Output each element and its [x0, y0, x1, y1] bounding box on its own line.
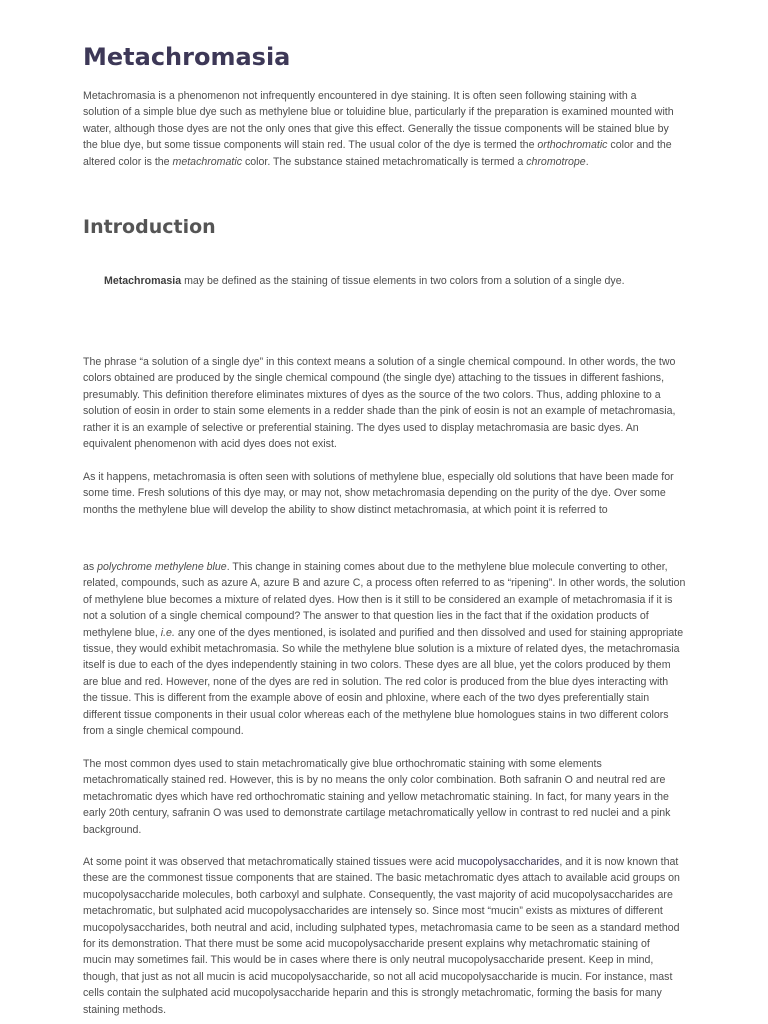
- lead-text-3: color. The substance stained metachromatically is termed a: [242, 155, 527, 168]
- paragraph-methylene-blue: As it happens, metachromasia is often seen with solutions of methylene blue, especially old solutions that have been made for some time. Fresh solutions of this dye may, or may not, show metachromasia depending on the purity of the dye. Over some months the methylene blue will develop the ability to show distinct metachromasia, at which point it is referred to: [83, 471, 674, 516]
- para5-text-2: , and it is now known that these are the commonest tissue components that are stained. The basic metachromatic dyes attach to available acid groups on mucopolysaccharide molecules, both carboxyl and sulphate. Consequently, the vast majority of acid mucopolysaccharides are metachromatic, but sulphated acid mucopolysaccharides are intensely so. Since most “mucin” exists as mixtures of different mucopolysaccharides, both neutral and acid, including sulphated types, metachromasia came to be seen as a standard method for its demonstration. That there must be some acid mucopolysaccharide present explains why metachromatic staining of mucin may sometimes fail. This would be in cases where there is only neutral mucopolysaccharide present. Keep in mind, though, that just as not all mucin is acid mucopolysaccharide, so not all acid mucopolysaccharide is mucin. For instance, mast cells contain the sulphated acid mucopolysaccharide heparin and this is strongly metachromatic, forming the basis for many staining methods.: [83, 856, 680, 1016]
- definition-quote: [104, 273, 687, 289]
- section-heading-introduction: Introduction: [83, 216, 216, 238]
- lead-paragraph: [83, 88, 687, 170]
- para3-text-1: as: [83, 561, 98, 573]
- lead-text-4: .: [585, 155, 589, 168]
- para3-term-polychrome: polychrome methylene blue: [97, 561, 227, 573]
- paragraph-color-combinations: The most common dyes used to stain metachromatically give blue orthochromatic staining with some elements metachromatically stained red. However, this is by no means the only color combination. Both safranin O and neutral red are metachromatic dyes which have red orthochromatic staining and yellow metachromatic staining. In fact, for many years in the early 20th century, safranin O was used to demonstrate cartilage metachromatically yellow in contrast to red nuclei and a pink background.: [83, 758, 671, 836]
- para5-text-1: At some point it was observed that metachromatically stained tissues were acid: [83, 856, 458, 868]
- definition-term: Metachromasia: [104, 275, 182, 287]
- para3-term-ie: i.e.: [160, 626, 175, 639]
- lead-text-1: Metachromasia is a phenomenon not infrequently encountered in dye staining. It is often seen following staining with a solution of a simple blue dye such as methylene blue or toluidine blue, particularly if the preparation is examined mounted with water, although those dyes are not the only ones that give this effect. Generally the tissue components will be stained blue by the blue dye, but some tissue components will stain red. The usual color of the dye is termed the: [83, 90, 674, 152]
- lead-text-2: color and the altered color is the: [83, 139, 672, 168]
- lead-term-orthochromatic: orthochromatic: [537, 139, 608, 152]
- para3-text-2: . This change in staining comes about due to the methylene blue molecule converting to other, related, compounds, such as azure A, azure B and azure C, a process often referred to as “ripening”. In other words, the solution of methylene blue becomes a mixture of related dyes. How then is it still to be considered an example of metachromasia if it is not a solution of a single chemical compound? The answer to that question lies in the fact that if the oxidation products of methylene blue,: [83, 561, 686, 639]
- paragraph-polychrome: [83, 559, 687, 739]
- mucopolysaccharides-link[interactable]: mucopolysaccharides: [457, 856, 560, 868]
- definition-text: may be defined as the staining of tissue elements in two colors from a solution of a single dye.: [181, 275, 625, 287]
- lead-term-metachromatic: metachromatic: [172, 155, 242, 168]
- paragraph-single-dye: The phrase “a solution of a single dye” in this context means a solution of a single chemical compound. In other words, the two colors obtained are produced by the single chemical compound (the single dye) attaching to the tissues in different fashions, presumably. This definition therefore eliminates mixtures of dyes as the source of the two colors. Thus, adding phloxine to a solution of eosin in order to stain some elements in a redder shade than the pink of eosin is not an example of metachromasia, rather it is an example of selective or preferential staining. The dyes used to display metachromasia are basic dyes. An equivalent phenomenon with acid dyes does not exist.: [83, 356, 676, 451]
- para3-text-3: any one of the dyes mentioned, is isolated and purified and then dissolved and used for staining appropriate tissue, they would exhibit metachromasia. So while the methylene blue solution is a mixture of related dyes, the metachromasia itself is due to each of the dyes independently staining in two colors. These dyes are all blue, yet the colors produced by them are blue and red. However, none of the dyes are red in solution. The red color is produced from the blue dyes interacting with the tissue. This is different from the example above of eosin and phloxine, where each of the two dyes preferentially stain different tissue components in their usual color whereas each of the methylene blue homologues stains in two different colors from a single chemical compound.: [83, 626, 684, 738]
- paragraph-mucopolysaccharides: [83, 854, 687, 1018]
- lead-term-chromotrope: chromotrope: [526, 155, 586, 168]
- page-title: Metachromasia: [83, 43, 291, 71]
